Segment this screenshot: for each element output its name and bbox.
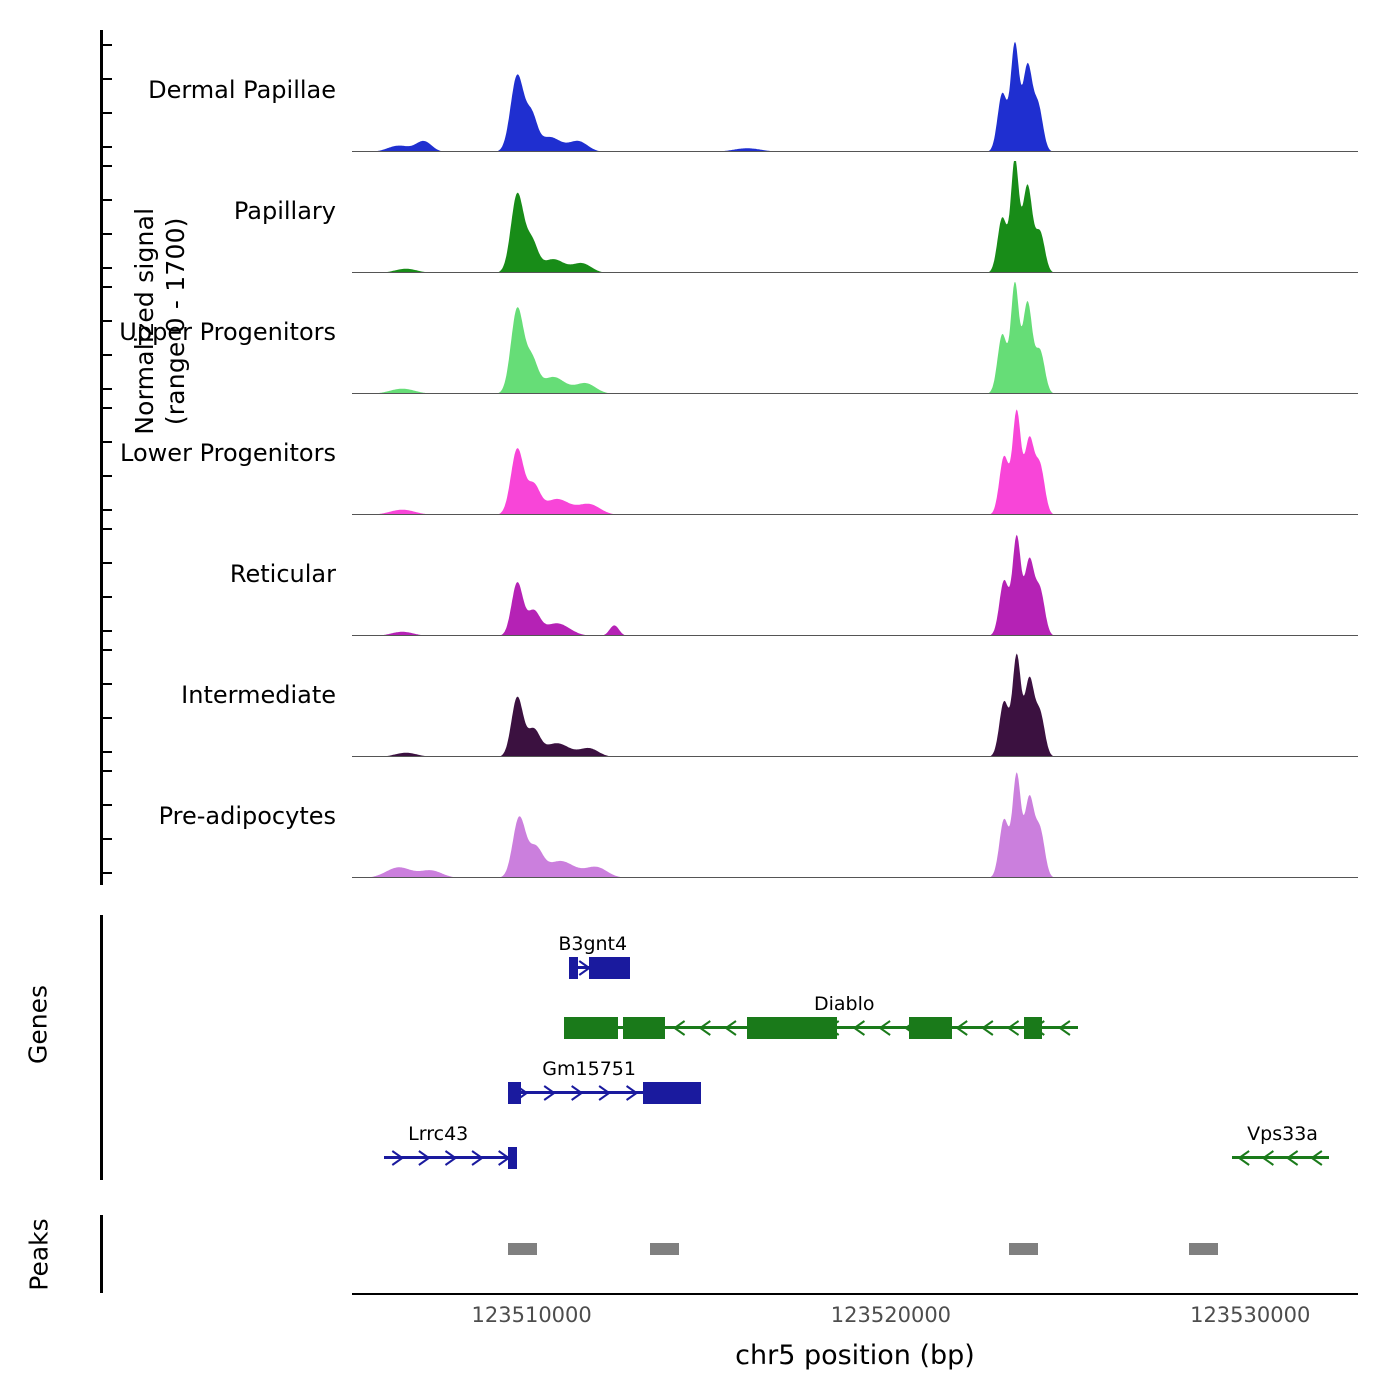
track-label-pre-adipocytes: Pre-adipocytes xyxy=(158,802,336,830)
signal-track xyxy=(352,766,1358,878)
x-tick-label: 123530000 xyxy=(1190,1303,1311,1327)
y-tick xyxy=(103,199,112,201)
track-baseline xyxy=(352,635,1358,636)
signal-track xyxy=(352,524,1358,636)
gene-gm15751[interactable] xyxy=(352,1058,1358,1116)
gene-label: Vps33a xyxy=(1247,1123,1318,1145)
track-baseline xyxy=(352,151,1358,152)
gene-label: Lrrc43 xyxy=(408,1123,469,1145)
peaks-axis-label: Peaks xyxy=(24,1218,54,1291)
y-tick xyxy=(103,44,112,46)
y-tick xyxy=(103,872,112,874)
signal-axis-label-line1: Normalized signal xyxy=(129,207,159,435)
track-baseline xyxy=(352,272,1358,273)
y-tick xyxy=(103,441,112,443)
x-tick-label: 123510000 xyxy=(471,1303,592,1327)
track-label-papillary: Papillary xyxy=(233,197,336,225)
gene-exon xyxy=(623,1017,664,1039)
gene-exon xyxy=(643,1082,700,1104)
y-tick xyxy=(103,354,112,356)
y-tick xyxy=(103,233,112,235)
signal-track xyxy=(352,40,1358,152)
track-label-reticular: Reticular xyxy=(229,560,336,588)
genes-panel xyxy=(352,915,1358,1180)
gene-b3gnt4[interactable] xyxy=(352,933,1358,991)
y-tick xyxy=(103,649,112,651)
signal-axis-label-line2: (range 0 - 1700) xyxy=(161,217,190,426)
x-axis-line xyxy=(352,1293,1358,1295)
track-label-upper-progenitors: Upper Progenitors xyxy=(119,318,336,346)
y-tick xyxy=(103,78,112,80)
signal-area xyxy=(352,403,1358,515)
y-tick xyxy=(103,286,112,288)
y-tick xyxy=(103,267,112,269)
track-baseline xyxy=(352,877,1358,878)
signal-track xyxy=(352,403,1358,515)
gene-exon xyxy=(508,1082,521,1104)
genes-axis-label: Genes xyxy=(23,985,53,1065)
track-label-lower-progenitors: Lower Progenitors xyxy=(120,439,336,467)
y-tick xyxy=(103,596,112,598)
signal-track xyxy=(352,161,1358,273)
signal-track xyxy=(352,645,1358,757)
y-tick xyxy=(103,528,112,530)
gene-exon xyxy=(589,957,630,979)
peaks-spine xyxy=(100,1215,103,1293)
y-tick xyxy=(103,407,112,409)
y-tick xyxy=(103,838,112,840)
x-axis-label: chr5 position (bp) xyxy=(735,1340,975,1371)
y-tick xyxy=(103,165,112,167)
track-baseline xyxy=(352,393,1358,394)
y-tick xyxy=(103,146,112,148)
signal-area xyxy=(352,766,1358,878)
y-tick xyxy=(103,683,112,685)
peak-marker[interactable] xyxy=(1009,1243,1038,1255)
y-tick xyxy=(103,112,112,114)
gene-exon xyxy=(569,957,578,979)
gene-exon xyxy=(747,1017,837,1039)
gene-diablo[interactable] xyxy=(352,993,1358,1051)
x-tick-label: 123520000 xyxy=(830,1303,952,1327)
y-tick xyxy=(103,804,112,806)
gene-exon xyxy=(564,1017,618,1039)
peak-marker[interactable] xyxy=(508,1243,537,1255)
signal-area xyxy=(352,40,1358,152)
y-tick xyxy=(103,388,112,390)
strand-arrows xyxy=(1232,1145,1329,1171)
peak-marker[interactable] xyxy=(1189,1243,1218,1255)
signal-track xyxy=(352,282,1358,394)
track-baseline xyxy=(352,514,1358,515)
gene-label: B3gnt4 xyxy=(558,933,628,955)
track-label-intermediate: Intermediate xyxy=(181,681,336,709)
y-tick xyxy=(103,562,112,564)
peaks-panel xyxy=(352,1215,1358,1275)
gene-exon xyxy=(1024,1017,1042,1039)
peak-marker[interactable] xyxy=(650,1243,679,1255)
signal-area xyxy=(352,161,1358,273)
y-tick xyxy=(103,509,112,511)
signal-area xyxy=(352,282,1358,394)
y-tick xyxy=(103,751,112,753)
track-label-dermal-papillae: Dermal Papillae xyxy=(148,76,336,104)
signal-area xyxy=(352,524,1358,636)
y-tick xyxy=(103,630,112,632)
gene-label: Diablo xyxy=(813,993,875,1015)
signal-area xyxy=(352,645,1358,757)
y-tick xyxy=(103,717,112,719)
gene-exon xyxy=(909,1017,952,1039)
y-tick xyxy=(103,475,112,477)
y-tick xyxy=(103,770,112,772)
track-baseline xyxy=(352,756,1358,757)
gene-label: Gm15751 xyxy=(542,1058,636,1080)
genes-spine xyxy=(100,915,103,1180)
y-tick xyxy=(103,320,112,322)
